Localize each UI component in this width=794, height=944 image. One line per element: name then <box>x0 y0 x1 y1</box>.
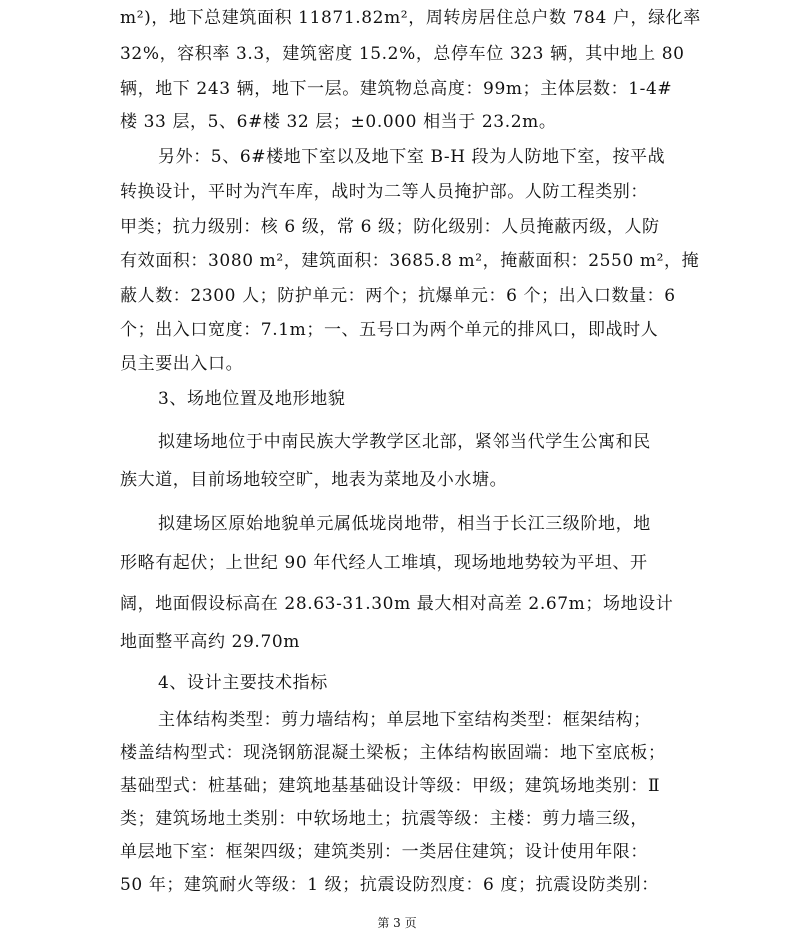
text-line: 类；建筑场地土类别：中软场地土；抗震等级：主楼：剪力墙三级， <box>120 809 648 829</box>
section-heading: 4、设计主要技术指标 <box>158 673 328 693</box>
text-line: 辆，地下 243 辆，地下一层。建筑物总高度：99m；主体层数：1-4# <box>120 79 673 99</box>
text-line: 另外：5、6#楼地下室以及地下室 B-H 段为人防地下室，按平战 <box>158 147 666 167</box>
text-line: 阔，地面假设标高在 28.63-31.30m 最大相对高差 2.67m；场地设计 <box>120 594 674 614</box>
section-heading: 3、场地位置及地形地貌 <box>158 389 346 409</box>
text-line: 拟建场区原始地貌单元属低垅岗地带，相当于长江三级阶地，地 <box>158 514 651 534</box>
text-line: 形略有起伏；上世纪 90 年代经人工堆填，现场地地势较为平坦、开 <box>120 553 648 573</box>
page-number: 第 3 页 <box>377 916 417 930</box>
text-line: m²)，地下总建筑面积 11871.82m²，周转房居住总户数 784 户，绿化率 <box>120 8 701 28</box>
text-line: 地面整平高约 29.70m <box>120 632 300 652</box>
text-line: 主体结构类型：剪力墙结构；单层地下室结构类型：框架结构； <box>158 710 651 730</box>
text-line: 蔽人数：2300 人；防护单元：两个；抗爆单元：6 个；出入口数量：6 <box>120 286 676 306</box>
text-line: 个；出入口宽度：7.1m；一、五号口为两个单元的排风口，即战时人 <box>120 320 659 340</box>
text-line: 甲类；抗力级别：核 6 级，常 6 级；防化级别：人员掩蔽丙级，人防 <box>120 217 660 237</box>
text-line: 转换设计，平时为汽车库，战时为二等人员掩护部。人防工程类别： <box>120 182 648 202</box>
text-line: 基础型式：桩基础；建筑地基基础设计等级：甲级；建筑场地类别：Ⅱ <box>120 776 661 796</box>
text-line: 族大道，目前场地较空旷，地表为菜地及小水塘。 <box>120 470 508 490</box>
text-line: 楼盖结构型式：现浇钢筋混凝土梁板；主体结构嵌固端：地下室底板； <box>120 743 666 763</box>
text-line: 拟建场地位于中南民族大学教学区北部，紧邻当代学生公寓和民 <box>158 432 651 452</box>
text-line: 有效面积：3080 m²，建筑面积：3685.8 m²，掩蔽面积：2550 m²，掩 <box>120 251 700 271</box>
text-line: 员主要出入口。 <box>120 354 244 374</box>
text-line: 32%，容积率 3.3，建筑密度 15.2%，总停车位 323 辆，其中地上 80 <box>120 44 685 64</box>
text-line: 单层地下室：框架四级；建筑类别：一类居住建筑；设计使用年限： <box>120 842 648 862</box>
text-line: 楼 33 层，5、6#楼 32 层；±0.000 相当于 23.2m。 <box>120 112 557 132</box>
text-line: 50 年；建筑耐火等级：1 级；抗震设防烈度：6 度；抗震设防类别： <box>120 875 659 895</box>
